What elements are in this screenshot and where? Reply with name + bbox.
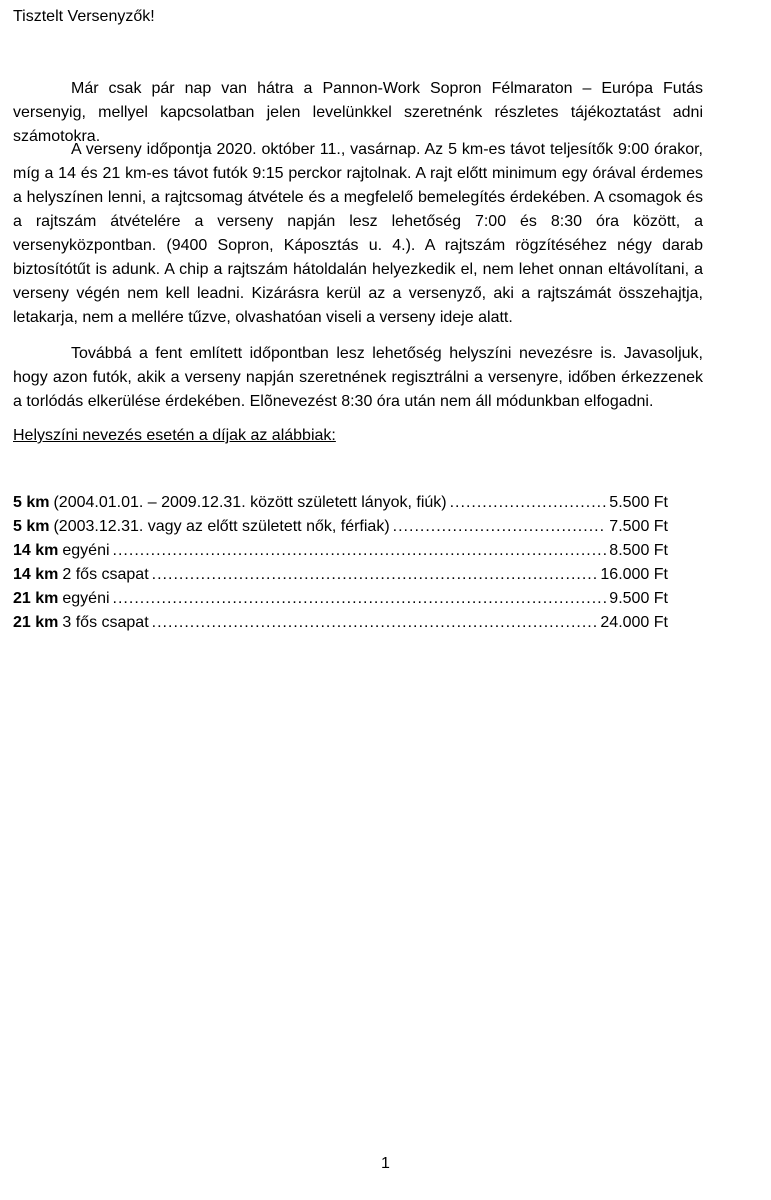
dot-leader (113, 539, 607, 563)
fee-price: 8.500 Ft (609, 542, 668, 559)
fee-distance: 5 km (13, 494, 50, 511)
fee-distance: 5 km (13, 518, 50, 535)
fee-distance: 21 km (13, 614, 59, 631)
fee-list (13, 491, 668, 635)
fee-row (13, 611, 668, 635)
paragraph-race-details: A verseny időpontja 2020. október 11., vasárnap. Az 5 km-es távot teljesítők 9:00 órakor, míg a 14 és 21 km-es távot futók 9:15 perckor rajtolnak. A rajt előtt minimum egy órával érdemes a helyszínen lenni, a rajtcsomag átvétele és a megfelelő bemelegítés érdekében. A csomagok és a rajtszám átvételére a verseny napján lesz lehetőség 7:00 és 8:30 óra között, a versenyközpontban. (9400 Sopron, Káposztás u. 4.). A rajtszám rögzítéséhez négy darab biztosítótűt is adunk. A chip a rajtszám hátoldalán helyezkedik el, nem lehet onnan eltávolítani, a verseny végén nem kell leadni. Kizárásra kerül az a versenyző, aki a rajtszámát összehajtja, letakarja, nem a mellére tűzve, olvashatóan viseli a verseny ideje alatt. (13, 141, 703, 326)
dot-leader (450, 491, 607, 515)
fee-distance: 14 km (13, 542, 59, 559)
fee-price: 5.500 Ft (609, 494, 668, 511)
dot-leader (113, 587, 607, 611)
fee-distance: 21 km (13, 590, 59, 607)
dot-leader (393, 515, 607, 539)
fee-row (13, 587, 668, 611)
fees-heading: Helyszíni nevezés esetén a díjak az alábbiak: (13, 427, 336, 444)
fee-row (13, 491, 668, 515)
fee-row (13, 539, 668, 563)
fee-description: egyéni (62, 542, 110, 559)
paragraph-intro: Már csak pár nap van hátra a Pannon-Work Sopron Félmaraton – Európa Futás versenyig, mellyel kapcsolatban jelen levelünkkel szeretnénk részletes tájékoztatást adni számotokra. (13, 80, 703, 145)
dot-leader (152, 563, 598, 587)
fee-description: 3 fős csapat (62, 614, 149, 631)
fee-description: (2003.12.31. vagy az előtt született nők, férfiak) (53, 518, 390, 535)
paragraph-onsite-registration: Továbbá a fent említett időpontban lesz lehetőség helyszíni nevezésre is. Javasoljuk, hogy azon futók, akik a verseny napján szeretnének regisztrálni a versenyre, időben érkezzenek a torlódás elkerülése érdekében. Elõnevezést 8:30 óra után nem áll módunkban elfogadni. (13, 345, 703, 410)
fee-description: (2004.01.01. – 2009.12.31. között született lányok, fiúk) (53, 494, 447, 511)
page-number: 1 (381, 1155, 390, 1172)
dot-leader (152, 611, 598, 635)
fee-price: 9.500 Ft (609, 590, 668, 607)
fee-row (13, 563, 668, 587)
greeting: Tisztelt Versenyzők! (13, 8, 155, 25)
fee-description: egyéni (62, 590, 110, 607)
fee-price: 16.000 Ft (600, 566, 668, 583)
fee-price: 7.500 Ft (609, 518, 668, 535)
fee-row (13, 515, 668, 539)
fee-distance: 14 km (13, 566, 59, 583)
fee-description: 2 fős csapat (62, 566, 149, 583)
fee-price: 24.000 Ft (600, 614, 668, 631)
